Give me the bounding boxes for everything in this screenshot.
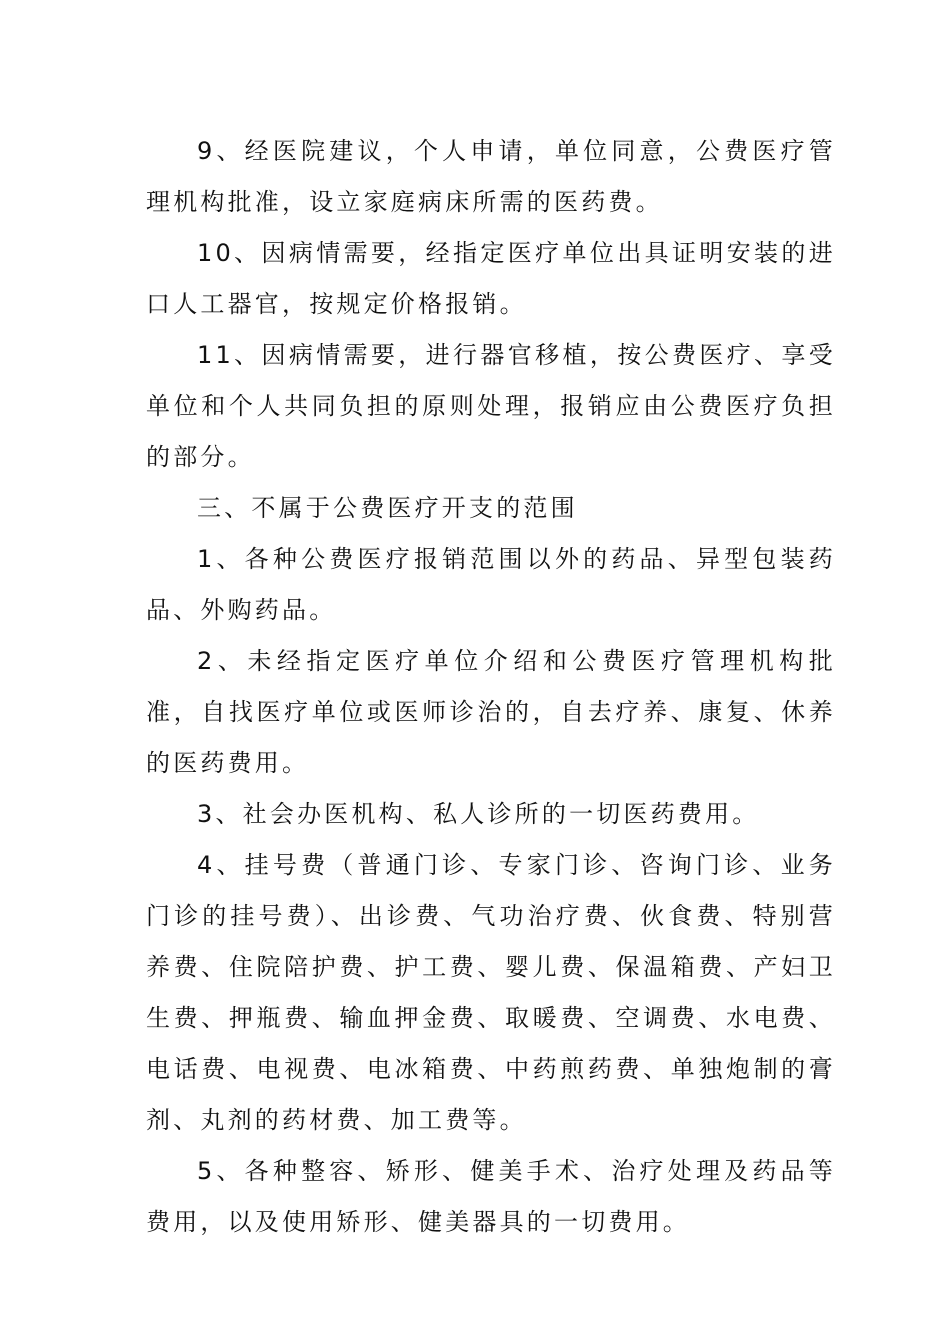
paragraph-item-3: 3、社会办医机构、私人诊所的一切医药费用。 xyxy=(197,800,760,828)
paragraph-item-10: 10、因病情需要，经指定医疗单位出具证明安装的进口人工器官，按规定价格报销。 xyxy=(146,239,836,318)
paragraph-item-4: 4、挂号费（普通门诊、专家门诊、咨询门诊、业务门诊的挂号费）、出诊费、气功治疗费、伙食费、特别营养费、住院陪护费、护工费、婴儿费、保温箱费、产妇卫生费、押瓶费、输血押金费、取暖费、空调费、水电费、电话费、电视费、电冰箱费、中药煎药费、单独炮制的膏剂、丸剂的药材费、加工费等。 xyxy=(146,851,836,1134)
paragraph-item-1: 1、各种公费医疗报销范围以外的药品、异型包装药品、外购药品。 xyxy=(146,545,836,624)
paragraph-item-9: 9、经医院建议，个人申请，单位同意，公费医疗管理机构批准，设立家庭病床所需的医药费。 xyxy=(146,137,836,216)
paragraph-item-2: 2、未经指定医疗单位介绍和公费医疗管理机构批准，自找医疗单位或医师诊治的，自去疗养、康复、休养的医药费用。 xyxy=(146,647,836,777)
section-heading-3: 三、不属于公费医疗开支的范围 xyxy=(197,494,578,522)
document-body xyxy=(146,126,836,1248)
paragraph-item-11: 11、因病情需要，进行器官移植，按公费医疗、享受单位和个人共同负担的原则处理，报销应由公费医疗负担的部分。 xyxy=(146,341,836,471)
paragraph-item-5: 5、各种整容、矫形、健美手术、治疗处理及药品等费用，以及使用矫形、健美器具的一切费用。 xyxy=(146,1157,836,1236)
